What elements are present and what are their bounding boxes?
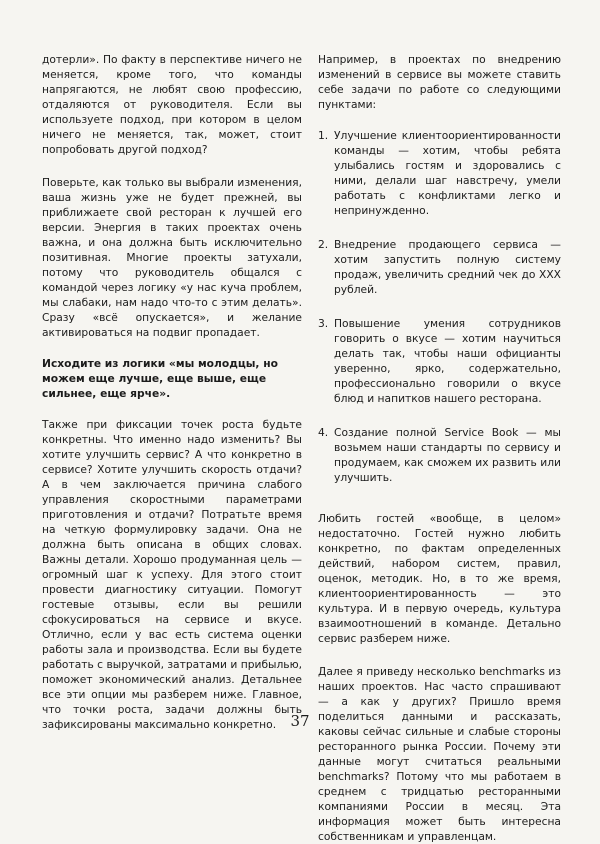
- list-item-text: Повышение умения сотрудников говорить о вкусе — хотим научиться делать так, чтобы наши официанты уверенно, ярко, содержательно, профессионально говорили о вкусе блюд и напитков нашего ресторана.: [334, 317, 561, 405]
- paragraph: Также при фиксации точек роста будьте конкретны. Что именно надо изменить? Вы хотите улучшить сервис? А что конкретно в сервисе? Хотите улучшить скорость отдачи? А в чем заключается причина слабого управления скоростными параметрами приготовления и отдачи? Потратьте время на четкую формулировку задачи. Она не должна быть описана в общих словах. Важны детали. Хорошо продуманная цель — огромный шаг к успеху. Для этого стоит провести диагностику ситуации. Помогут гостевые отзывы, если вы решили сфокусироваться на сервисе и вкусе. Отлично, если у вас есть система оценки работы зала и производства. Если вы будете работать с выручкой, затратами и прибылью, поможет экономический анализ. Детальнее все эти опции мы разберем ниже. Главное, что точки роста, задачи должны быть зафиксированы максимально конкретно.: [42, 418, 302, 731]
- left-column: [42, 52, 302, 732]
- list-item: [318, 316, 561, 406]
- list-item-text: Улучшение клиентоориентированности команды — хотим, чтобы ребята улыбались гостям и здоровались с ними, делали шаг навстречу, умели работать с конфликтами легко и непринужденно.: [334, 129, 561, 217]
- page-number: 37: [290, 712, 310, 730]
- list-item-text: Внедрение продающего сервиса — хотим запустить полную систему продаж, увеличить средний чек до XXX рублей.: [334, 238, 561, 296]
- paragraph: Поверьте, как только вы выбрали изменения, ваша жизнь уже не будет прежней, вы приближаете свой ресторан к лучшей его версии. Энергия в таких проектах очень важна, и она должна быть исключительно позитивная. Многие проекты затухали, потому что руководитель общался с командой через логику «у нас куча проблем, мы слабаки, нам надо что-то с этим делать». Сразу «всё опускается», и желание активироваться на подвиг пропадает.: [42, 176, 302, 339]
- list-item: [318, 425, 561, 485]
- list-number: 3.: [318, 317, 329, 330]
- paragraph: Далее я приведу несколько benchmarks из наших проектов. Нас часто спрашивают — а как у других? Пришло время поделиться данными и рассказать, каковы сейчас сильные и слабые стороны ресторанного рынка России. Почему эти данные могут считаться реальными benchmarks? Потому что мы работаем в среднем с тридцатью ресторанными компаниями России в месяц. Эта информация может быть интересна собственникам и управленцам.: [318, 665, 561, 843]
- list-number: 2.: [318, 238, 329, 251]
- list-item: [318, 128, 561, 218]
- paragraph: дотерли». По факту в перспективе ничего не меняется, кроме того, что команды напрягаются, не любят свою профессию, отдаляются от руководителя. Если вы используете подход, при котором в целом ничего не меняется, так, может, стоит попробовать другой подход?: [42, 53, 302, 156]
- paragraph: Любить гостей «вообще, в целом» недостаточно. Гостей нужно любить конкретно, по фактам определенных действий, набором систем, правил, оценок, методик. Но, в то же время, клиентоориентированность — это культура. И в первую очередь, культура взаимоотношений в команде. Детально сервис разберем ниже.: [318, 512, 561, 645]
- list-number: 4.: [318, 426, 329, 439]
- list-number: 1.: [318, 129, 329, 142]
- list-item-text: Создание полной Service Book — мы возьмем наши стандарты по сервису и продумаем, как сможем их развить или улучшить.: [334, 426, 561, 484]
- numbered-list: [318, 128, 561, 485]
- list-item: [318, 237, 561, 297]
- paragraph: Например, в проектах по внедрению изменений в сервисе вы можете ставить себе задачи по работе со следующими пунктами:: [318, 53, 561, 111]
- bold-heading: Исходите из логики «мы молодцы, но можем еще лучше, еще выше, еще сильнее, еще ярче».: [42, 357, 278, 400]
